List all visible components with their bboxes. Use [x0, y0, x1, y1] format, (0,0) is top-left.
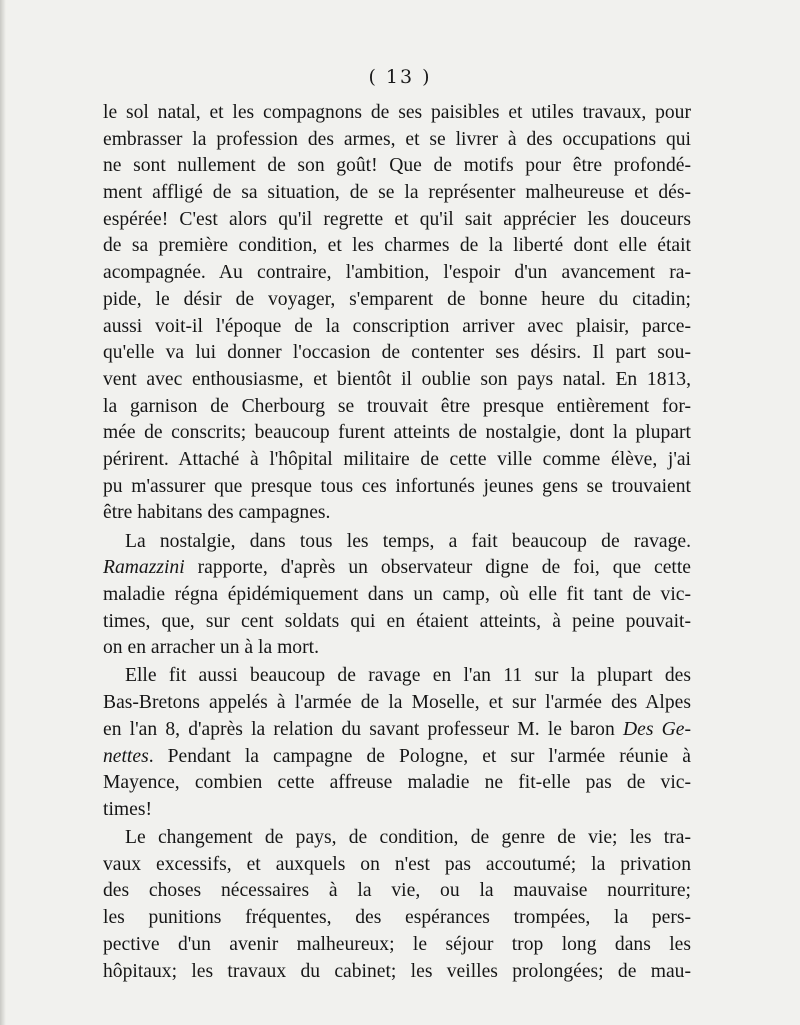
text-line: pu m'assurer que presque tous ces infortunés jeunes gens se trouvaient — [103, 475, 691, 497]
text-line: les punitions fréquentes, des espérances trompées, la pers- — [103, 907, 691, 929]
text-line: être habitans des campagnes. — [103, 502, 331, 524]
paragraph — [103, 529, 691, 662]
text-line: vaux excessifs, et auxquels on n'est pas accoutumé; la privation — [103, 853, 691, 875]
paragraph — [103, 825, 691, 985]
text-line: acompagnée. Au contraire, l'ambition, l'espoir d'un avancement ra- — [103, 262, 691, 284]
text-line: pide, le désir de voyager, s'emparent de bonne heure du citadin; — [103, 288, 691, 310]
text-line: Ramazzini rapporte, d'après un observateur digne de foi, que cette — [103, 557, 691, 579]
text-line: qu'elle va lui donner l'occasion de contenter ses désirs. Il part sou- — [103, 342, 691, 364]
text-line: Elle fit aussi beaucoup de ravage en l'an 11 sur la plupart des — [125, 665, 691, 687]
text-line: espérée! C'est alors qu'il regrette et qu'il sait apprécier les douceurs — [103, 208, 691, 230]
text-line: périrent. Attaché à l'hôpital militaire de cette ville comme élève, j'ai — [103, 448, 691, 470]
text-line: Mayence, combien cette affreuse maladie ne fit-elle pas de vic- — [103, 772, 691, 794]
text-line: des choses nécessaires à la vie, ou la mauvaise nourriture; — [103, 880, 691, 902]
text-line: on en arracher un à la mort. — [103, 637, 319, 659]
text-line: times! — [103, 798, 152, 820]
text-line: ne sont nullement de son goût! Que de motifs pour être profondé- — [103, 155, 691, 177]
text-line: mée de conscrits; beaucoup furent atteints de nostalgie, dont la plupart — [103, 422, 691, 444]
text-line: le sol natal, et les compagnons de ses paisibles et utiles travaux, pour — [103, 102, 691, 123]
text-line: la garnison de Cherbourg se trouvait être presque entièrement for- — [103, 395, 691, 417]
body-text — [103, 100, 691, 985]
text-line: hôpitaux; les travaux du cabinet; les veilles prolongées; de mau- — [103, 960, 691, 982]
text-line: Le changement de pays, de condition, de genre de vie; les tra- — [125, 827, 691, 849]
paragraph — [103, 663, 691, 823]
paragraph — [103, 100, 691, 527]
text-line: vent avec enthousiasme, et bientôt il oublie son pays natal. En 1813, — [103, 368, 691, 390]
text-line: de sa première condition, et les charmes de la liberté dont elle était — [103, 235, 691, 257]
text-line: pective d'un avenir malheureux; le séjour trop long dans les — [103, 933, 691, 955]
text-line: ment affligé de sa situation, de se la représenter malheureuse et dés- — [103, 182, 691, 204]
text-line: maladie régna épidémiquement dans un camp, où elle fit tant de vic- — [103, 583, 691, 605]
text-line: times, que, sur cent soldats qui en étaient atteints, à peine pouvait- — [103, 610, 691, 632]
page-number: ( 13 ) — [368, 66, 432, 88]
text-line: aussi voit-il l'époque de la conscription arriver avec plaisir, parce- — [103, 315, 691, 337]
text-line: en l'an 8, d'après la relation du savant professeur M. le baron Des Ge- — [103, 718, 692, 740]
text-line: nettes. Pendant la campagne de Pologne, et sur l'armée réunie à — [103, 745, 691, 767]
text-line: Bas-Bretons appelés à l'armée de la Moselle, et sur l'armée des Alpes — [103, 692, 691, 714]
text-line: La nostalgie, dans tous les temps, a fait beaucoup de ravage. — [125, 530, 691, 552]
text-line: embrasser la profession des armes, et se livrer à des occupations qui — [103, 128, 691, 150]
